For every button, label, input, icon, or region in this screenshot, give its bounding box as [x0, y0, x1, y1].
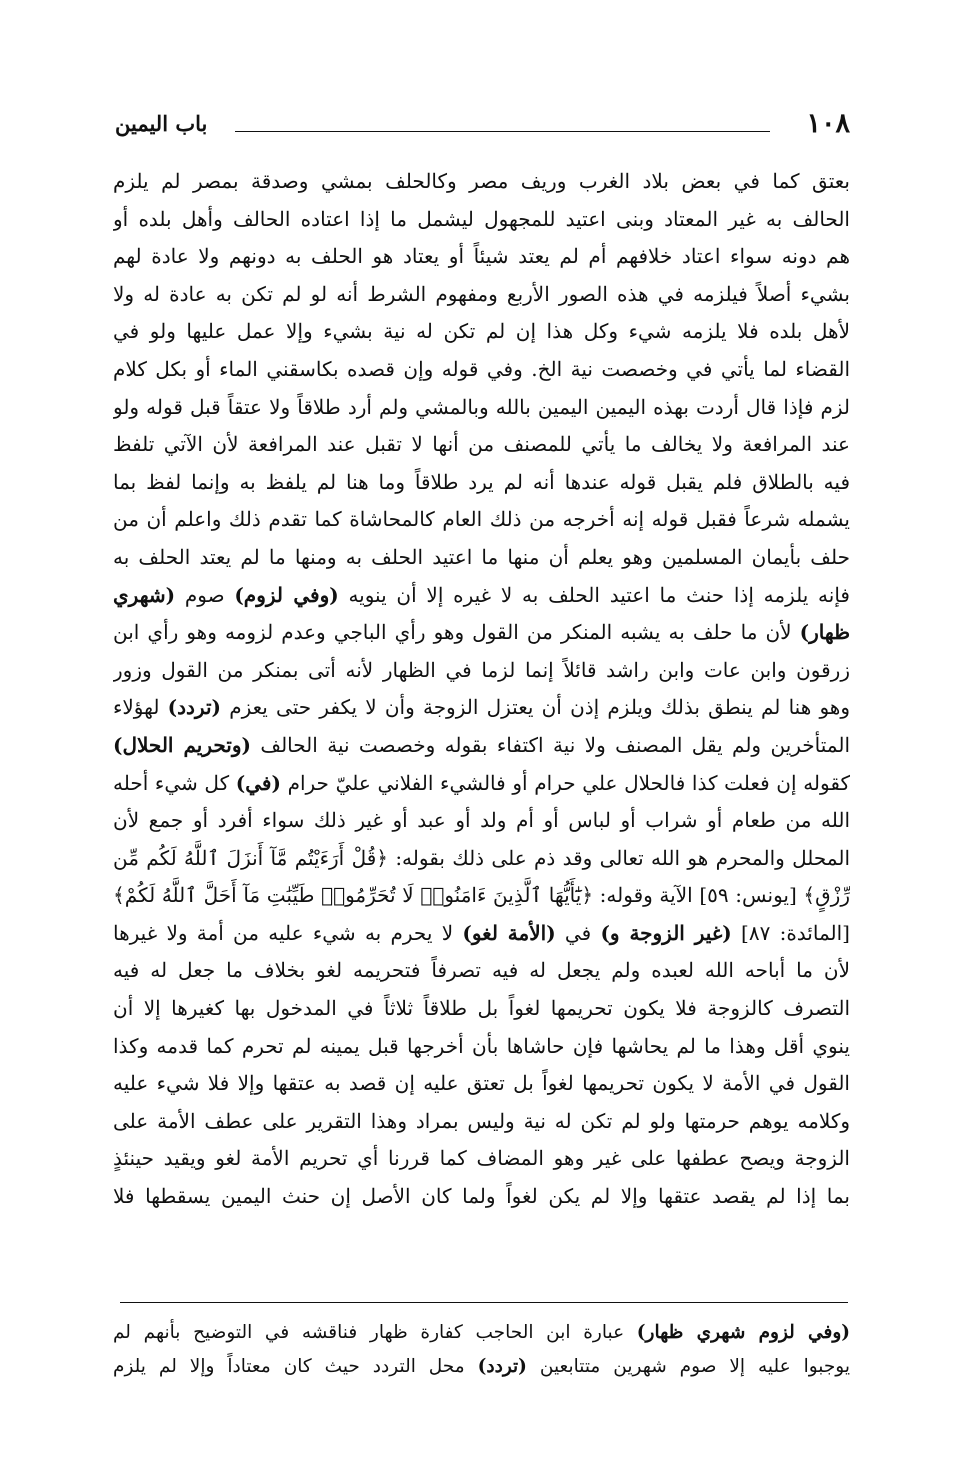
text-line: القول في الأمة لا يكون تحريمها لغواً بل تعتق عليه إن قصد به عتقها وإلا فلا شيء عليه: [113, 1071, 850, 1096]
text-segment: لهؤلاء: [113, 695, 168, 720]
text-segment: صوم: [175, 582, 235, 607]
page-header: [115, 104, 850, 144]
text-line: [113, 614, 850, 652]
text-line: [113, 765, 850, 803]
text-line: بعتق كما في بعض بلاد الغرب وريف مصر وكالحلف بمشي وصدقة بمصر لم يلزم: [113, 169, 850, 193]
text-segment: في: [555, 920, 601, 945]
bold-term: (غير الزوجة و): [600, 920, 732, 945]
header-rule: [235, 131, 770, 132]
text-line: ينوي أقل وهذا ما لم يحاشها فإن حاشاها بأن أخرجها قبل يمينه لم تحرم كما قدمه وكذا: [113, 1033, 850, 1058]
bold-term: (وتحريم الحلال): [113, 732, 251, 757]
main-text: [113, 163, 850, 1216]
bold-term: (تردد): [167, 695, 221, 720]
bold-term: (وفي لزوم شهري ظهار): [636, 1322, 850, 1343]
text-segment: فإنه يلزمه إذا حنث ما اعتيد الحلف به لا غيره إلا أن ينويه: [338, 582, 850, 607]
text-line: لأن ما أباحه الله لعبده ولم يجعل له فيه تصرفاً فتحريمه لغو بخلاف ما جعل له فيه: [113, 958, 850, 983]
text-line: الله من طعام أو شراب أو لباس أو أم ولد أو عبد أو غير ذلك سواء أفرد أو جمع لأن: [113, 808, 850, 833]
text-segment: [المائدة: ٨٧]: [731, 920, 850, 945]
text-line: التصرف كالزوجة فلا يكون تحريمها لغواً بل طلاقاً ثلاثاً في المدخول بها كغيرها إلا أن: [113, 996, 850, 1021]
text-segment: محل التردد حيث كان معتاداً وإلا لم يلزم: [113, 1356, 478, 1377]
bold-term: (الأمة لغو): [462, 920, 556, 945]
text-line: لأهل بلده فلا يلزمه شيء وكل هذا إن لم تكن له نية بشيء وإلا عمل عليها ولو في: [113, 319, 850, 344]
text-segment: المتأخرين ولم يقل المصنف ولا نية اكتفاء بقوله وخصصت نية الحالف: [251, 732, 850, 757]
quran-line: المحلل والمحرم هو الله تعالى وقد ذم على ذلك بقوله: ﴿قُلْ أَرَءَيْتُم مَّآ أَنزَلَ ٱللَّهُ لَكُم مِّن: [113, 845, 850, 870]
text-line: لزم فإذا قال أردت بهذه اليمين اليمين بالله وبالمشي ولم أرد طلاقاً ولا عتقاً قبل قوله ولو: [113, 394, 850, 419]
text-line: [113, 577, 850, 615]
bold-term: (في): [235, 770, 281, 795]
bold-term: (شهري: [113, 582, 176, 607]
page-number: ١٠٨: [806, 108, 850, 139]
footnote-rule: [120, 1302, 848, 1303]
text-line: [113, 689, 850, 727]
text-line: [113, 727, 850, 765]
quran-line: رِّزْقٍ﴾ [يونس: ٥٩] الآية وقوله: ﴿يَٰٓأَيُّهَا ٱلَّذِينَ ءَامَنُوا۟ لَا تُحَرِّمُوا۟ طَيِّبَٰتِ مَآ أَحَلَّ ٱللَّهُ لَكُمْ﴾: [113, 883, 850, 908]
text-segment: وهو هنا لم ينطق بذلك ويلزم إذن أن يعتزل الزوجة وأن لا يكفر حتى يعزم: [221, 695, 850, 720]
text-segment: عبارة ابن الحاجب كفارة ظهار فناقشه في التوضيح بأنهم لم: [113, 1322, 637, 1343]
text-line: يشمله شرعاً فقبل قوله إنه أخرجه من ذلك العام كالمحاشاة كما تقدم ذلك واعلم أن من: [113, 507, 850, 532]
text-segment: يوجبوا عليه إلا صوم شهرين متتابعين: [526, 1356, 850, 1377]
text-line: بشيء أصلاً فيلزمه في هذه الصور الأربع ومفهوم الشرط أنه لو لم تكن به عادة له ولا: [113, 281, 850, 306]
text-segment: كقوله إن فعلت كذا فالحلال علي حرام أو فالشيء الفلاني عليّ حرام: [280, 770, 850, 795]
text-line: الحالف به غير المعتاد وبنى اعتيد للمجهول ليشمل ما إذا اعتاده الحالف وأهل بلده أو: [113, 206, 850, 231]
text-line: عند المرافعة ولا يخالف ما يأتي للمصنف من أنها لا تقبل عند المرافعة لأن الآتي تلفظ: [113, 432, 850, 457]
footnote: [113, 1316, 850, 1384]
bold-term: (وفي لزوم): [234, 582, 339, 607]
text-line: زرقون وابن عات وابن راشد قائلاً إنما لزما في الظهار لأنه أتى بمنكر من القول وزور: [113, 657, 850, 682]
text-segment: لا يحرم به شيء عليه من أمة ولا غيرها: [113, 920, 463, 945]
text-segment: كل شيء أحله: [113, 770, 236, 795]
chapter-title: باب اليمين: [115, 111, 208, 136]
footnote-line: [113, 1350, 850, 1384]
text-line: فيه بالطلاق فلم يقبل قوله عندها أنه لم يرد طلاقاً وما هنا لم يلفظ به وإنما لفظ بما: [113, 469, 850, 494]
text-line: هم دونه سواء اعتاد خلافهم أم لم يعتد شيئاً أو يعتاد هو الحلف به دونهم ولا عادة لهم: [113, 244, 850, 269]
footnote-line: [113, 1316, 850, 1350]
text-line: [113, 915, 850, 953]
text-line: حلف بأيمان المسلمين وهو يعلم أن منها ما اعتيد الحلف به ومنها ما لم يعتد الحلف به: [113, 544, 850, 569]
text-line: القضاء لما يأتي في وخصصت نية الخ. وفي قوله وإن قصده بكاسقني الماء أو بكل كلام: [113, 356, 850, 381]
bold-term: ظهار): [799, 620, 850, 645]
text-line: وكلامه يوهم حرمتها ولو لم تكن له نية وليس بمراد وهذا التقرير على عطف الأمة على: [113, 1108, 850, 1133]
text-line: الزوجة ويصح عطفها على غير وهو المضاف كما قررنا أي تحريم الأمة لغو ويقيد حينئذٍ: [113, 1146, 850, 1171]
text-line: بما إذا لم يقصد عتقها وإلا لم يكن لغواً ولما كان الأصل إن حنث اليمين يسقطها فلا: [113, 1184, 850, 1209]
bold-term: (تردد): [477, 1356, 527, 1377]
text-segment: لأن ما حلف به يشبه المنكر من القول وهو رأي الباجي وعدم لزومه وهو رأي ابن: [113, 620, 800, 645]
